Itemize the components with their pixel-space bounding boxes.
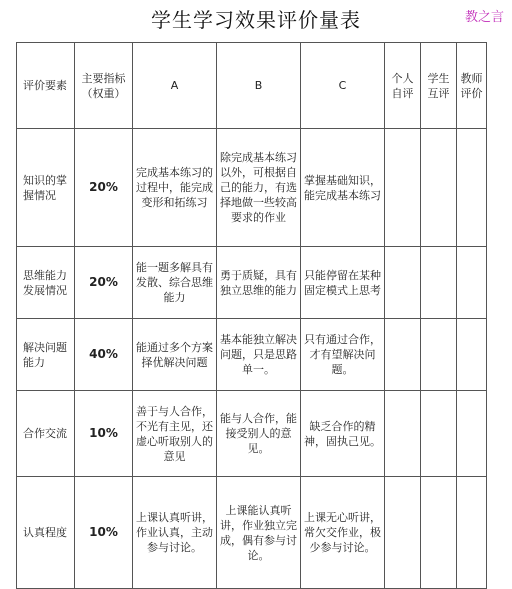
evaluation-table bbox=[16, 42, 487, 589]
row-level-c: 掌握基础知识，能完成基本练习 bbox=[301, 129, 385, 247]
peer-eval-cell[interactable] bbox=[421, 129, 457, 247]
header-row bbox=[17, 43, 487, 129]
row-level-c: 只能停留在某种固定模式上思考 bbox=[301, 247, 385, 319]
row-requirement: 认真程度 bbox=[17, 477, 75, 589]
header-level-a: A bbox=[133, 43, 217, 129]
row-level-b: 上课能认真听讲，作业独立完成，偶有参与讨论。 bbox=[217, 477, 301, 589]
teacher-eval-cell[interactable] bbox=[457, 391, 487, 477]
header-level-c: C bbox=[301, 43, 385, 129]
row-weight: 10% bbox=[75, 391, 133, 477]
header-level-b: B bbox=[217, 43, 301, 129]
row-weight: 10% bbox=[75, 477, 133, 589]
row-requirement: 合作交流 bbox=[17, 391, 75, 477]
header-requirement: 评价要素 bbox=[17, 43, 75, 129]
row-level-b: 基本能独立解决问题，只是思路单一。 bbox=[217, 319, 301, 391]
row-level-b: 除完成基本练习以外，可根据自己的能力，有选择地做一些较高要求的作业 bbox=[217, 129, 301, 247]
page-title: 学生学习效果评价量表 bbox=[151, 8, 361, 32]
peer-eval-cell[interactable] bbox=[421, 319, 457, 391]
peer-eval-cell[interactable] bbox=[421, 391, 457, 477]
row-weight: 20% bbox=[75, 129, 133, 247]
self-eval-cell[interactable] bbox=[385, 391, 421, 477]
row-requirement: 解决问题能力 bbox=[17, 319, 75, 391]
row-level-c: 缺乏合作的精神，固执己见。 bbox=[301, 391, 385, 477]
teacher-eval-cell[interactable] bbox=[457, 129, 487, 247]
row-requirement: 知识的掌握情况 bbox=[17, 129, 75, 247]
row-level-a: 能通过多个方案择优解决问题 bbox=[133, 319, 217, 391]
row-level-a: 能一题多解具有发散、综合思维能力 bbox=[133, 247, 217, 319]
table-row bbox=[17, 247, 487, 319]
self-eval-cell[interactable] bbox=[385, 319, 421, 391]
header-teacher-eval: 教师评价 bbox=[457, 43, 487, 129]
row-weight: 20% bbox=[75, 247, 133, 319]
header-weight: 主要指标（权重） bbox=[75, 43, 133, 129]
peer-eval-cell[interactable] bbox=[421, 247, 457, 319]
row-level-b: 勇于质疑，具有独立思维的能力 bbox=[217, 247, 301, 319]
row-level-c: 上课无心听讲，常欠交作业，极少参与讨论。 bbox=[301, 477, 385, 589]
self-eval-cell[interactable] bbox=[385, 129, 421, 247]
table-row bbox=[17, 319, 487, 391]
table-row bbox=[17, 477, 487, 589]
table-row bbox=[17, 391, 487, 477]
teacher-eval-cell[interactable] bbox=[457, 477, 487, 589]
row-requirement: 思维能力发展情况 bbox=[17, 247, 75, 319]
row-level-a: 完成基本练习的过程中，能完成变形和拓练习 bbox=[133, 129, 217, 247]
row-level-a: 上课认真听讲，作业认真，主动参与讨论。 bbox=[133, 477, 217, 589]
watermark-logo: 教之言 bbox=[464, 10, 504, 25]
header-self-eval: 个人自评 bbox=[385, 43, 421, 129]
self-eval-cell[interactable] bbox=[385, 477, 421, 589]
table-row bbox=[17, 129, 487, 247]
row-level-b: 能与人合作，能接受别人的意见。 bbox=[217, 391, 301, 477]
row-level-a: 善于与人合作，不光有主见，还虚心听取别人的意见 bbox=[133, 391, 217, 477]
peer-eval-cell[interactable] bbox=[421, 477, 457, 589]
header-peer-eval: 学生互评 bbox=[421, 43, 457, 129]
row-weight: 40% bbox=[75, 319, 133, 391]
self-eval-cell[interactable] bbox=[385, 247, 421, 319]
teacher-eval-cell[interactable] bbox=[457, 247, 487, 319]
row-level-c: 只有通过合作，才有望解决问题。 bbox=[301, 319, 385, 391]
teacher-eval-cell[interactable] bbox=[457, 319, 487, 391]
